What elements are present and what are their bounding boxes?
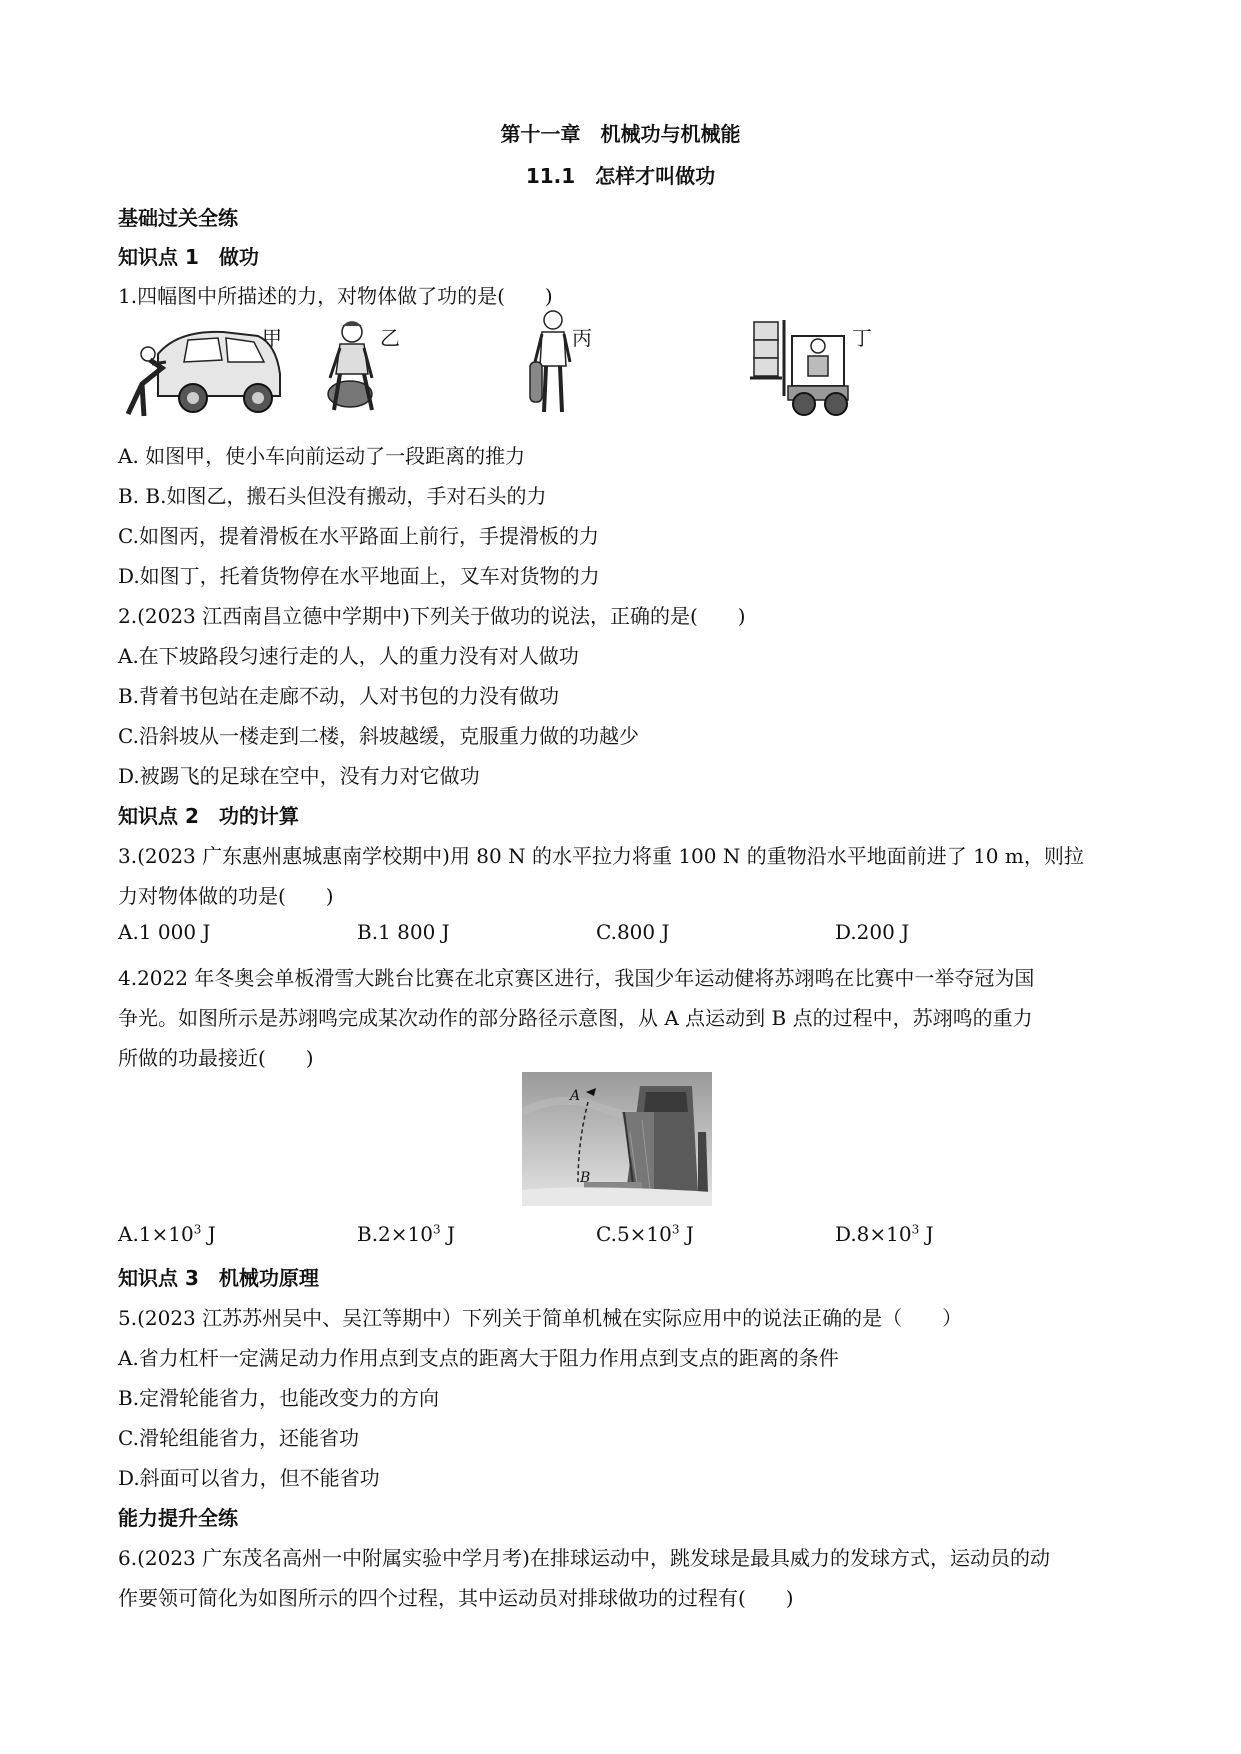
fig-label-ding: 丁 bbox=[852, 326, 872, 350]
q3-stem-line2: 力对物体做的功是( ) bbox=[118, 884, 334, 908]
q4-stem-line2: 争光。如图所示是苏翊鸣完成某次动作的部分路径示意图，从 A 点运动到 B 点的过程中，苏翊鸣的重力 bbox=[118, 1006, 1033, 1030]
skateboard-carry-illustration bbox=[528, 308, 578, 420]
point-b-label: B bbox=[580, 1170, 591, 1186]
section-title: 11.1 怎样才叫做功 bbox=[525, 164, 716, 188]
q3-option-b: B.1 800 J bbox=[357, 920, 450, 944]
fig-label-bing: 丙 bbox=[572, 326, 592, 350]
q3-option-d: D.200 J bbox=[835, 920, 910, 944]
point-a-label: A bbox=[570, 1088, 581, 1104]
q4-option-d: $D.8\times 10^3$ J bbox=[835, 1222, 934, 1246]
q3-option-a: A.1 000 J bbox=[118, 920, 211, 944]
q2-option-b: B.背着书包站在走廊不动，人对书包的力没有做功 bbox=[118, 684, 560, 708]
chapter-title: 第十一章 机械功与机械能 bbox=[500, 122, 741, 146]
q4-option-c: $C.5\times 10^3$ J bbox=[596, 1222, 694, 1246]
q5-option-b: B.定滑轮能省力，也能改变力的方向 bbox=[118, 1386, 440, 1410]
q4-option-b: $B.2\times 10^3$ J bbox=[357, 1222, 456, 1246]
heading-kp2: 知识点 2 功的计算 bbox=[118, 804, 299, 828]
q3-option-c: C.800 J bbox=[596, 920, 670, 944]
q2-option-d: D.被踢飞的足球在空中，没有力对它做功 bbox=[118, 764, 480, 788]
q5-option-a: A.省力杠杆一定满足动力作用点到支点的距离大于阻力作用点到支点的距离的条件 bbox=[118, 1346, 839, 1370]
rock-lift-illustration bbox=[322, 318, 382, 418]
q1-option-d: D.如图丁，托着货物停在水平地面上，叉车对货物的力 bbox=[118, 564, 600, 588]
q4-stem-line1: 4.2022 年冬奥会单板滑雪大跳台比赛在北京赛区进行，我国少年运动健将苏翊鸣在比赛中一举夺冠为国 bbox=[118, 966, 1035, 990]
fig-label-jia: 甲 bbox=[262, 326, 282, 350]
heading-kp3: 知识点 3 机械功原理 bbox=[118, 1266, 319, 1290]
q6-stem-line1: 6.(2023 广东茂名高州一中附属实验中学月考)在排球运动中，跳发球是最具威力的发球方式，运动员的动 bbox=[118, 1546, 1050, 1570]
q5-option-c: C.滑轮组能省力，还能省功 bbox=[118, 1426, 359, 1450]
forklift-illustration bbox=[748, 316, 852, 420]
q1-stem: 1.四幅图中所描述的力，对物体做了功的是( ) bbox=[118, 284, 553, 308]
q1-option-a: A. 如图甲，使小车向前运动了一段距离的推力 bbox=[118, 444, 526, 468]
q5-option-d: D.斜面可以省力，但不能省功 bbox=[118, 1466, 380, 1490]
heading-basic: 基础过关全练 bbox=[118, 206, 238, 230]
q6-stem-line2: 作要领可简化为如图所示的四个过程，其中运动员对排球做功的过程有( ) bbox=[118, 1586, 794, 1610]
q3-stem-line1: 3.(2023 广东惠州惠城惠南学校期中)用 80 N 的水平拉力将重 100 N 的重物沿水平地面前进了 10 m，则拉 bbox=[118, 844, 1084, 868]
heading-advanced: 能力提升全练 bbox=[118, 1506, 238, 1530]
fig-label-yi: 乙 bbox=[380, 326, 400, 350]
q1-option-b: B. B.如图乙，搬石头但没有搬动，手对石头的力 bbox=[118, 484, 547, 508]
ski-jump-photo bbox=[522, 1072, 712, 1206]
heading-kp1: 知识点 1 做功 bbox=[118, 245, 259, 269]
q2-stem: 2.(2023 江西南昌立德中学期中)下列关于做功的说法，正确的是( ) bbox=[118, 604, 746, 628]
q5-stem: 5.(2023 江苏苏州吴中、吴江等期中）下列关于简单机械在实际应用中的说法正确的是（ ） bbox=[118, 1306, 963, 1330]
q4-stem-line3: 所做的功最接近( ) bbox=[118, 1046, 314, 1070]
q4-option-a: $A.1\times 10^3$ J bbox=[118, 1222, 216, 1246]
q1-option-c: C.如图丙，提着滑板在水平路面上前行，手提滑板的力 bbox=[118, 524, 599, 548]
q2-option-c: C.沿斜坡从一楼走到二楼，斜坡越缓，克服重力做的功越少 bbox=[118, 724, 639, 748]
q2-option-a: A.在下坡路段匀速行走的人，人的重力没有对人做功 bbox=[118, 644, 579, 668]
